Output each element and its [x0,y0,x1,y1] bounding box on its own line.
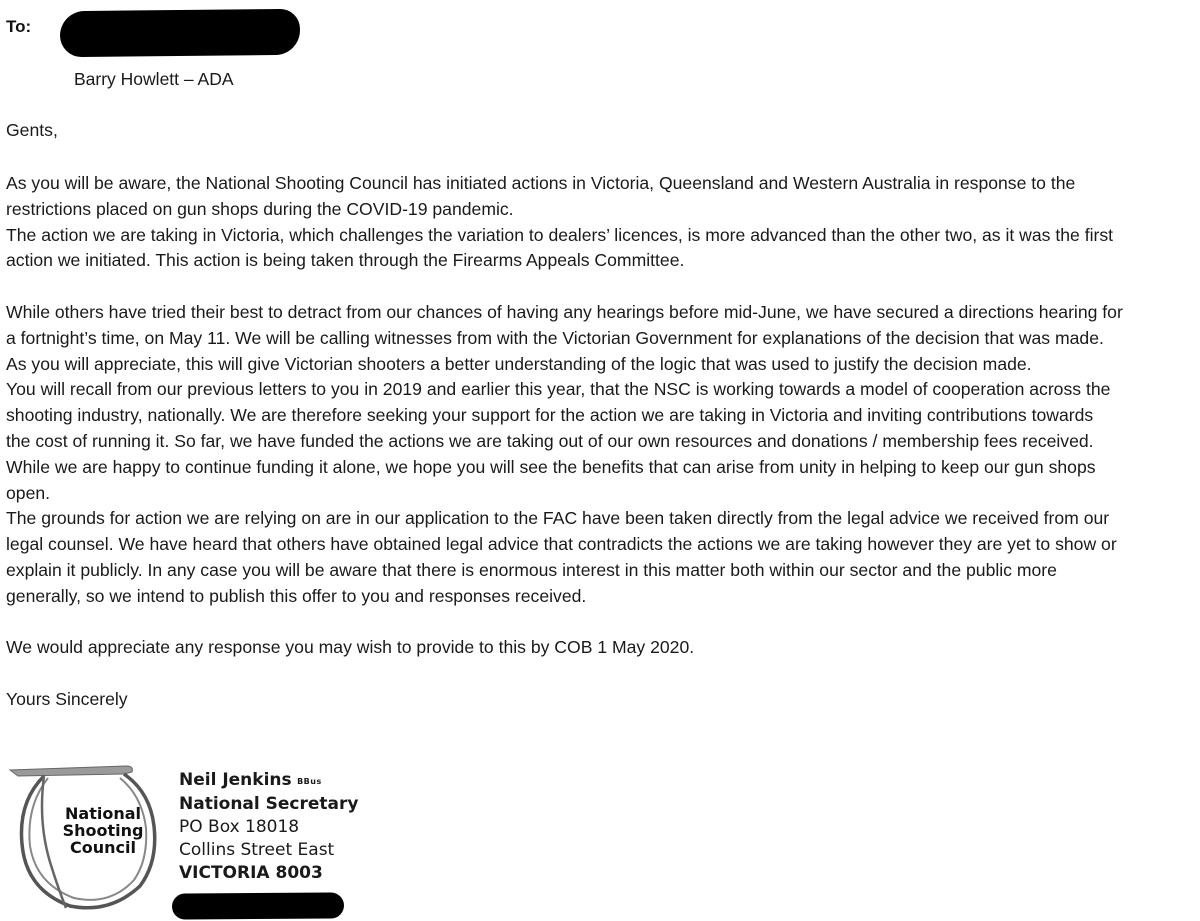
signatory-postnominal: BBus [297,777,322,786]
paragraph-1 [6,171,1196,274]
address-line: PO Box 18018 [179,817,300,837]
paragraph-line: generally, so we intend to publish this offer to you and responses received. [6,585,587,606]
paragraph-line: You will recall from our previous letters to you in 2019 and earlier this year, that the NSC is working towards a model of cooperation across the [6,379,1111,400]
logo-text-line: National [65,804,141,823]
paragraph-line: The action we are taking in Victoria, which challenges the variation to dealers’ licences, is more advanced than the other two, as it was the first [6,224,1114,245]
paragraph-line: The grounds for action we are relying on are in our application to the FAC have been taken directly from the legal advice we received from our [6,508,1110,529]
paragraph-line: open. [6,482,51,503]
signatory-name: Neil Jenkins [179,770,292,790]
paragraph-line: explain it publicly. In any case you will be aware that there is enormous interest in this matter both within our sector and the public more [6,559,1057,580]
paragraph-line: While we are happy to continue funding it alone, we hope you will see the benefits that can arise from unity in helping to keep our gun shops [6,456,1096,477]
paragraph-line: a fortnight’s time, on May 11. We will be calling witnesses from with the Victorian Government for explanations of the decision that was made. [6,327,1104,348]
redacted-phone-block [172,892,344,919]
address-line: VICTORIA 8003 [179,863,323,883]
logo-wordmark [48,805,158,856]
address-line: Collins Street East [179,840,335,860]
paragraph-2 [6,300,1196,610]
paragraph-line: While others have tried their best to detract from our chances of having any hearings before mid-June, we have secured a directions hearing for [6,302,1123,322]
greeting: Gents, [6,120,58,140]
recipient-line: Barry Howlett – ADA [74,69,234,89]
paragraph-line: the cost of running it. So far, we have funded the actions we are taking out of our own resources and donations / membership fees received. [6,430,1094,451]
to-label: To: [6,17,32,36]
redacted-recipient-block [60,9,300,58]
signatory-title: National Secretary [179,794,359,814]
paragraph-line: legal counsel. We have heard that others have obtained legal advice that contradicts the actions we are taking however they are yet to show or [6,534,1117,555]
closing-line: Yours Sincerely [6,689,128,709]
signature-block [179,769,358,885]
nsc-logo [8,762,160,912]
paragraph-line: restrictions placed on gun shops during the COVID-19 pandemic. [6,198,514,219]
logo-text-line: Shooting [62,821,144,840]
paragraph-line: action we initiated. This action is being taken through the Firearms Appeals Committee. [6,250,685,271]
paragraph-line: As you will be aware, the National Shooting Council has initiated actions in Victoria, Queensland and Western Australia in response to the [6,173,1076,193]
paragraph-line: As you will appreciate, this will give Victorian shooters a better understanding of the logic that was used to justify the decision made. [6,353,1032,374]
signatory-name-line [179,769,358,793]
paragraph-line: shooting industry, nationally. We are therefore seeking your support for the action we are taking in Victoria and inviting contributions towards [6,405,1094,426]
logo-text-line: Council [70,838,136,857]
paragraph-3: We would appreciate any response you may wish to provide to this by COB 1 May 2020. [6,637,695,657]
